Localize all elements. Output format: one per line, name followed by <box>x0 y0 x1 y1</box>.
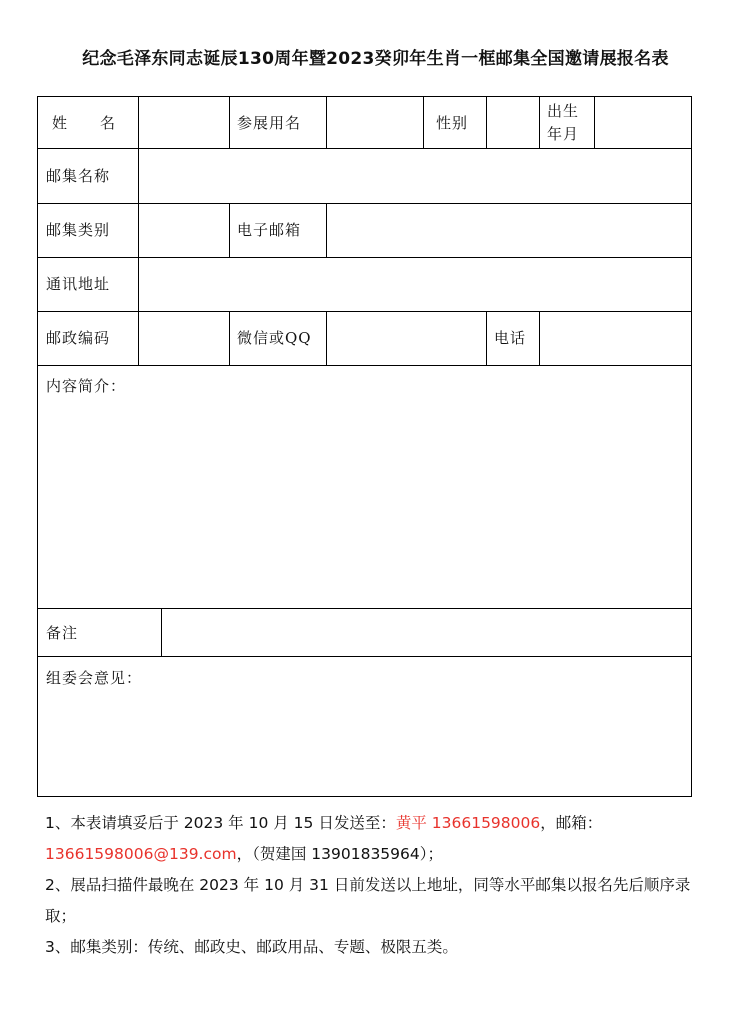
name-label: 姓 名 <box>52 114 117 132</box>
note1-mid: ，邮箱： <box>540 814 603 832</box>
email-label: 电子邮箱 <box>237 221 302 239</box>
birth-input[interactable] <box>595 98 691 148</box>
birth-label-line1: 出生 <box>547 102 580 120</box>
note1-suffix: ，（贺建国 13901835964）； <box>236 845 443 863</box>
collection-type-input[interactable] <box>139 204 228 257</box>
note-1 <box>45 808 717 870</box>
remarks-label: 备注 <box>46 624 79 642</box>
collection-name-input[interactable] <box>139 149 691 203</box>
address-label: 通讯地址 <box>46 275 111 293</box>
summary-label: 内容简介： <box>46 377 127 395</box>
postcode-input[interactable] <box>139 312 228 365</box>
wechat-label: 微信或QQ <box>237 329 312 347</box>
email-input[interactable] <box>327 204 691 257</box>
note1-contact: 黄平 13661598006 <box>395 814 541 832</box>
exhibit-name-label: 参展用名 <box>237 114 302 132</box>
postcode-label: 邮政编码 <box>46 329 111 347</box>
gender-input[interactable] <box>487 98 538 148</box>
collection-name-label: 邮集名称 <box>46 167 111 185</box>
registration-table <box>37 96 692 797</box>
notes-section <box>45 808 717 963</box>
committee-label: 组委会意见： <box>46 669 143 687</box>
gender-label: 性别 <box>436 114 469 132</box>
birth-label-line2: 年月 <box>547 125 580 143</box>
collection-type-label: 邮集类别 <box>46 221 111 239</box>
summary-input[interactable] <box>39 397 691 607</box>
committee-opinion-area <box>39 689 691 795</box>
address-input[interactable] <box>139 258 691 311</box>
note1-email-link[interactable]: 13661598006@139.com <box>45 845 237 863</box>
note-2: 2、展品扫描件最晚在 2023 年 10 月 31 日前发送以上地址，同等水平邮集以报名先后顺序录取； <box>45 876 691 925</box>
remarks-input[interactable] <box>162 609 691 656</box>
note-3: 3、邮集类别：传统、邮政史、邮政用品、专题、极限五类。 <box>45 938 458 956</box>
exhibit-name-input[interactable] <box>327 98 422 148</box>
form-title: 纪念毛泽东同志诞辰130周年暨2023癸卯年生肖一框邮集全国邀请展报名表 <box>82 49 669 69</box>
wechat-input[interactable] <box>327 312 485 365</box>
name-input[interactable] <box>139 98 228 148</box>
note1-prefix: 1、本表请填妥后于 2023 年 10 月 15 日发送至： <box>45 814 396 832</box>
phone-label: 电话 <box>494 329 527 347</box>
phone-input[interactable] <box>540 312 691 365</box>
